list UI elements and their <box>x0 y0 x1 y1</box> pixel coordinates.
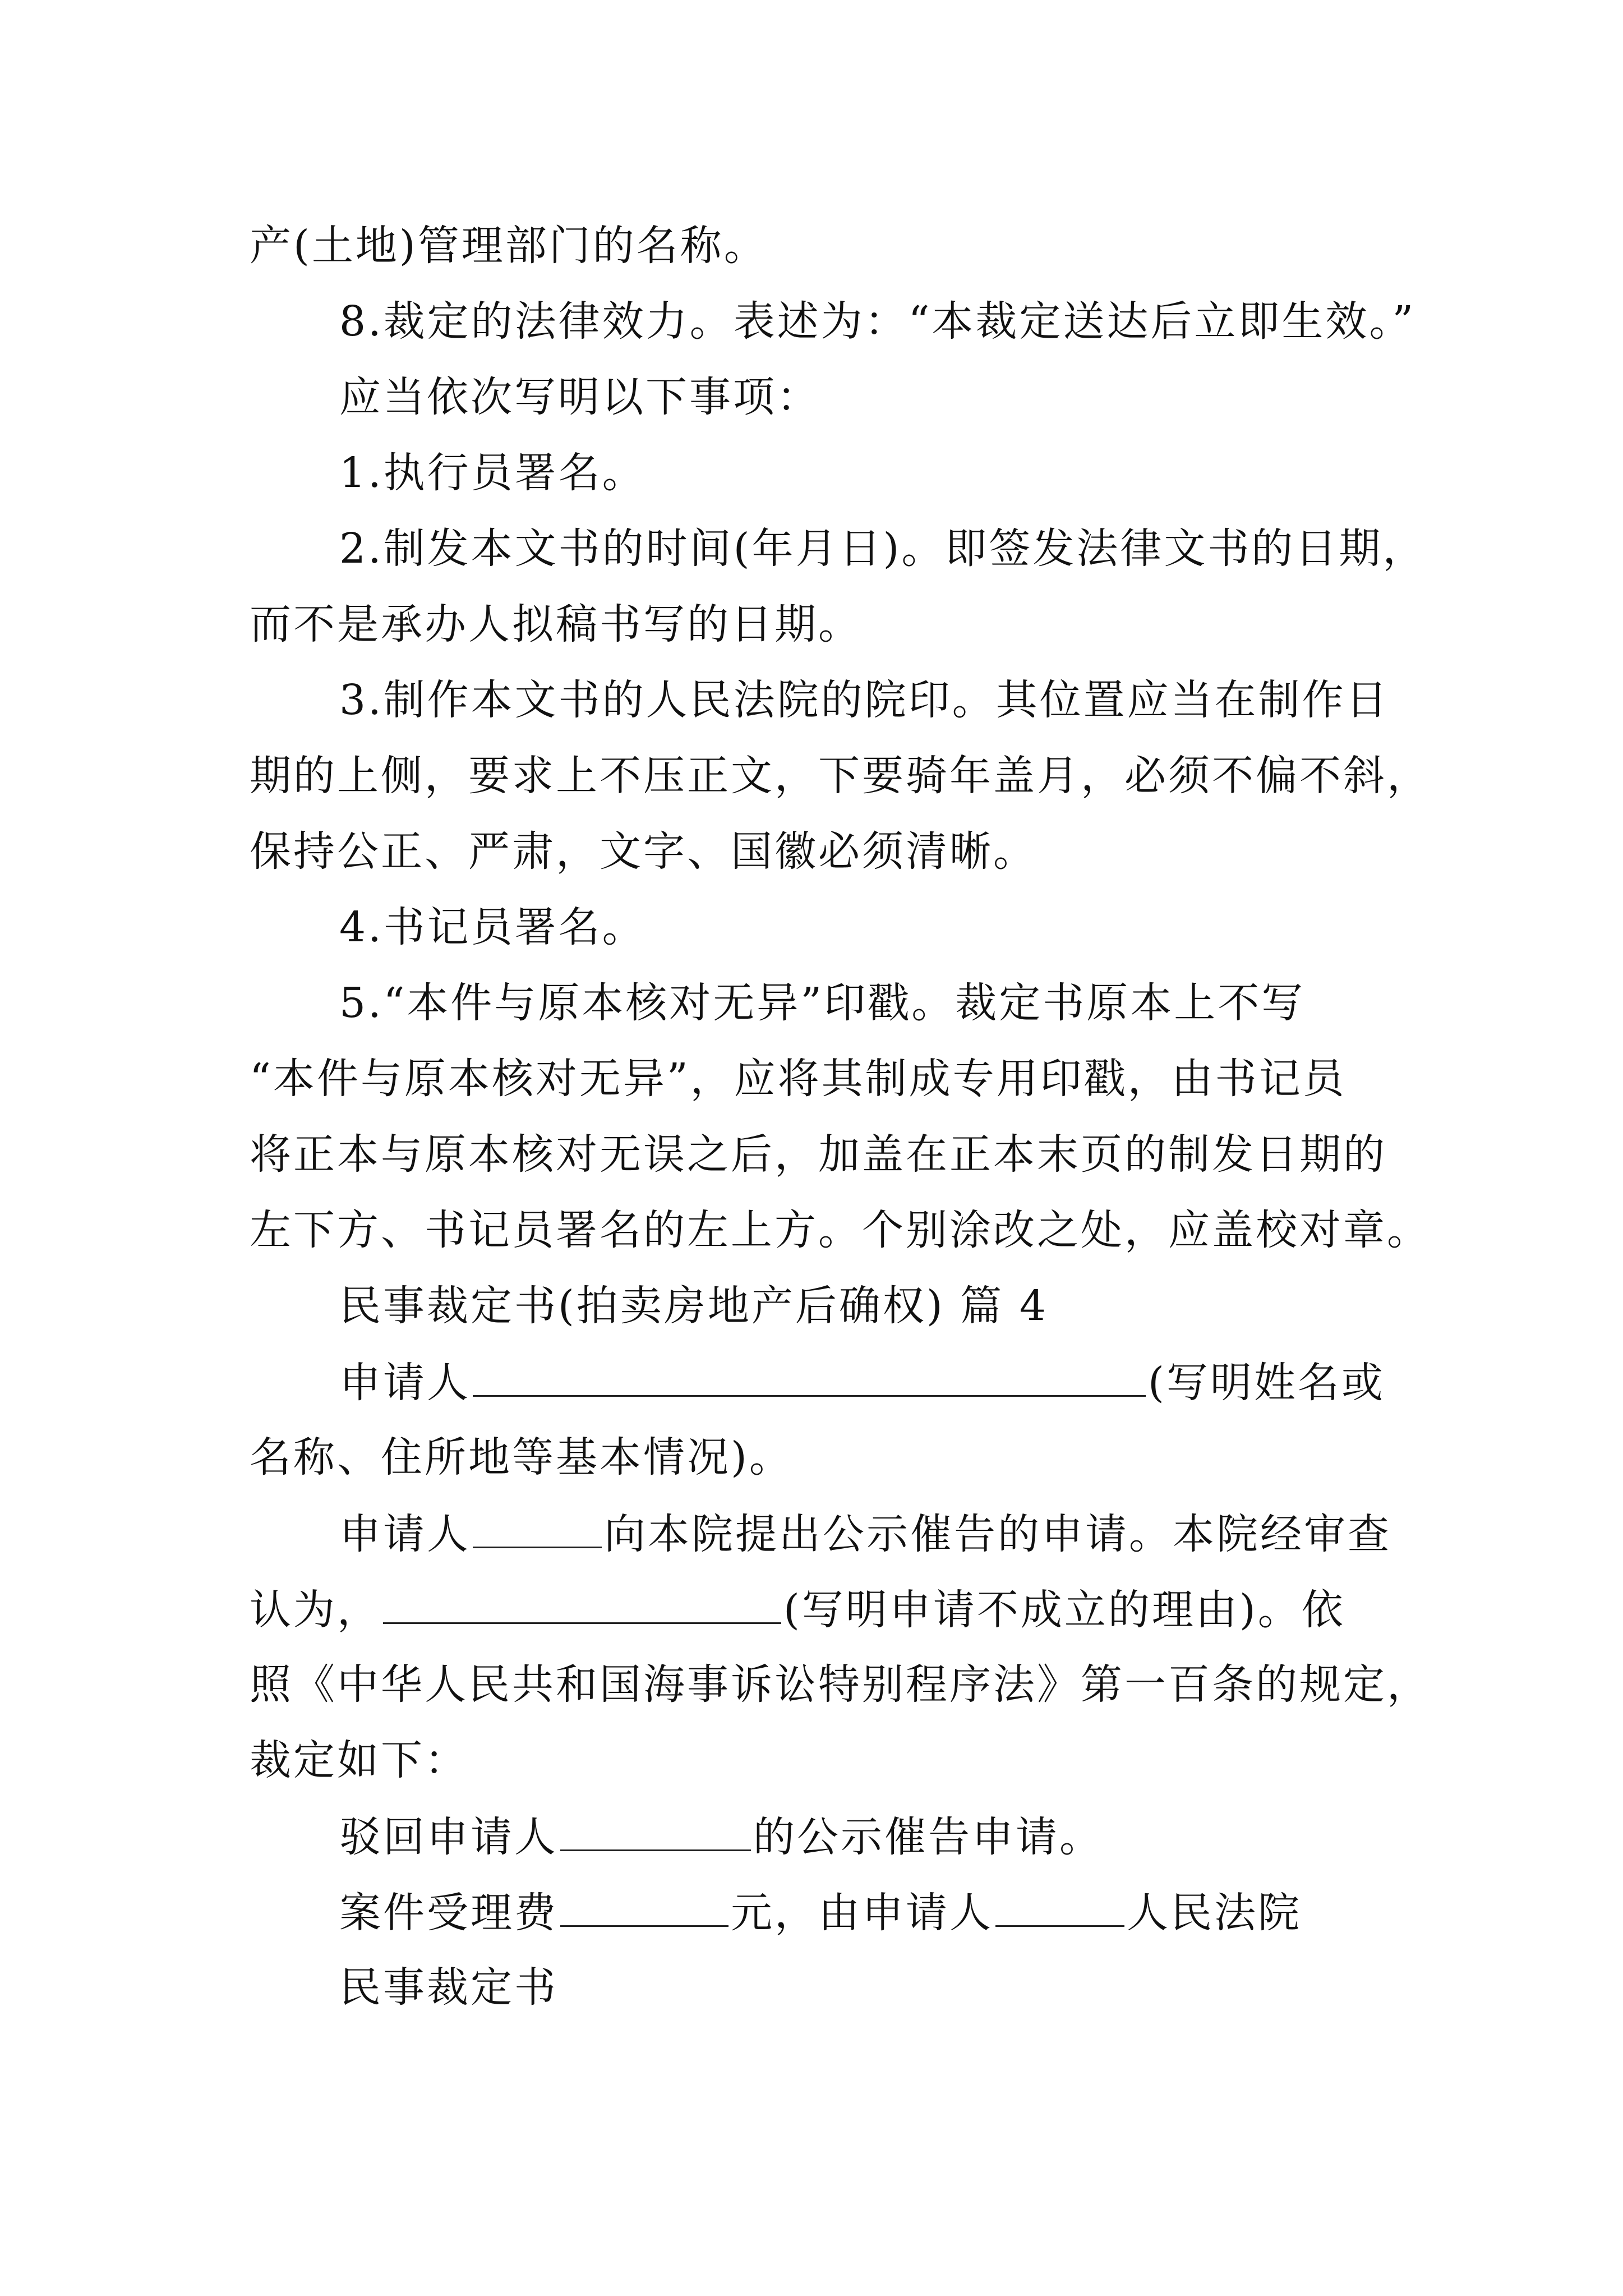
text-line: 1.执行员署名。 <box>339 449 646 497</box>
text-segment: 的公示催告申请。 <box>753 1813 1103 1861</box>
text-segment: (写明申请不成立的理由)。依 <box>783 1586 1345 1634</box>
text-segment: 申请人 <box>339 1510 471 1558</box>
text-line: 4.书记员署名。 <box>339 903 646 951</box>
text-segment: 案件受理费 <box>339 1889 558 1937</box>
text-segment: (写明姓名或 <box>1148 1359 1385 1407</box>
fill-blank <box>473 1506 602 1548</box>
text-line: 5.“本件与原本核对无异”印戳。裁定书原本上不写 <box>339 979 1306 1027</box>
fill-blank <box>995 1885 1124 1927</box>
text-segment: 认为， <box>250 1586 381 1634</box>
text-line: 产(土地)管理部门的名称。 <box>250 222 768 270</box>
text-line: 民事裁定书 <box>339 1963 558 2012</box>
text-segment: 申请人 <box>339 1359 471 1407</box>
text-line: 将正本与原本核对无误之后，加盖在正本末页的制发日期的 <box>250 1130 1387 1179</box>
text-segment: 驳回申请人 <box>339 1813 558 1861</box>
text-line <box>339 1355 1385 1410</box>
text-segment: 向本院提出公示催告的申请。本院经审查 <box>604 1510 1391 1558</box>
text-line: 左下方、书记员署名的左上方。个别涂改之处，应盖校对章。 <box>250 1206 1431 1254</box>
fill-blank <box>383 1582 781 1624</box>
text-line: 8.裁定的法律效力。表述为：“本裁定送达后立即生效。” <box>339 297 1416 346</box>
text-line <box>339 1506 1391 1561</box>
text-line <box>339 1809 1103 1864</box>
text-line: 裁定如下： <box>250 1736 468 1784</box>
text-line: 照《中华人民共和国海事诉讼特别程序法》第一百条的规定， <box>250 1660 1431 1709</box>
text-line: 应当依次写明以下事项： <box>339 373 820 421</box>
fill-blank <box>560 1809 751 1851</box>
text-line <box>339 1885 1302 1940</box>
text-line: “本件与原本核对无异”，应将其制成专用印戳，由书记员 <box>250 1055 1347 1103</box>
text-line: 3.制作本文书的人民法院的院印。其位置应当在制作日 <box>339 676 1390 724</box>
text-line: 名称、住所地等基本情况)。 <box>250 1433 793 1481</box>
text-segment: 人民法院 <box>1127 1889 1302 1937</box>
text-line: 2.制发本文书的时间(年月日)。即签发法律文书的日期， <box>339 524 1427 573</box>
fill-blank <box>473 1355 1146 1397</box>
text-line: 期的上侧，要求上不压正文，下要骑年盖月，必须不偏不斜， <box>250 752 1431 800</box>
fill-blank <box>560 1885 728 1927</box>
text-line <box>250 1582 1345 1637</box>
text-line: 保持公正、严肃，文字、国徽必须清晰。 <box>250 827 1037 876</box>
text-segment: 元，由申请人 <box>731 1889 993 1937</box>
text-line: 而不是承办人拟稿书写的日期。 <box>250 600 862 648</box>
section-heading: 民事裁定书(拍卖房地产后确权) 篇 4 <box>339 1282 1048 1330</box>
